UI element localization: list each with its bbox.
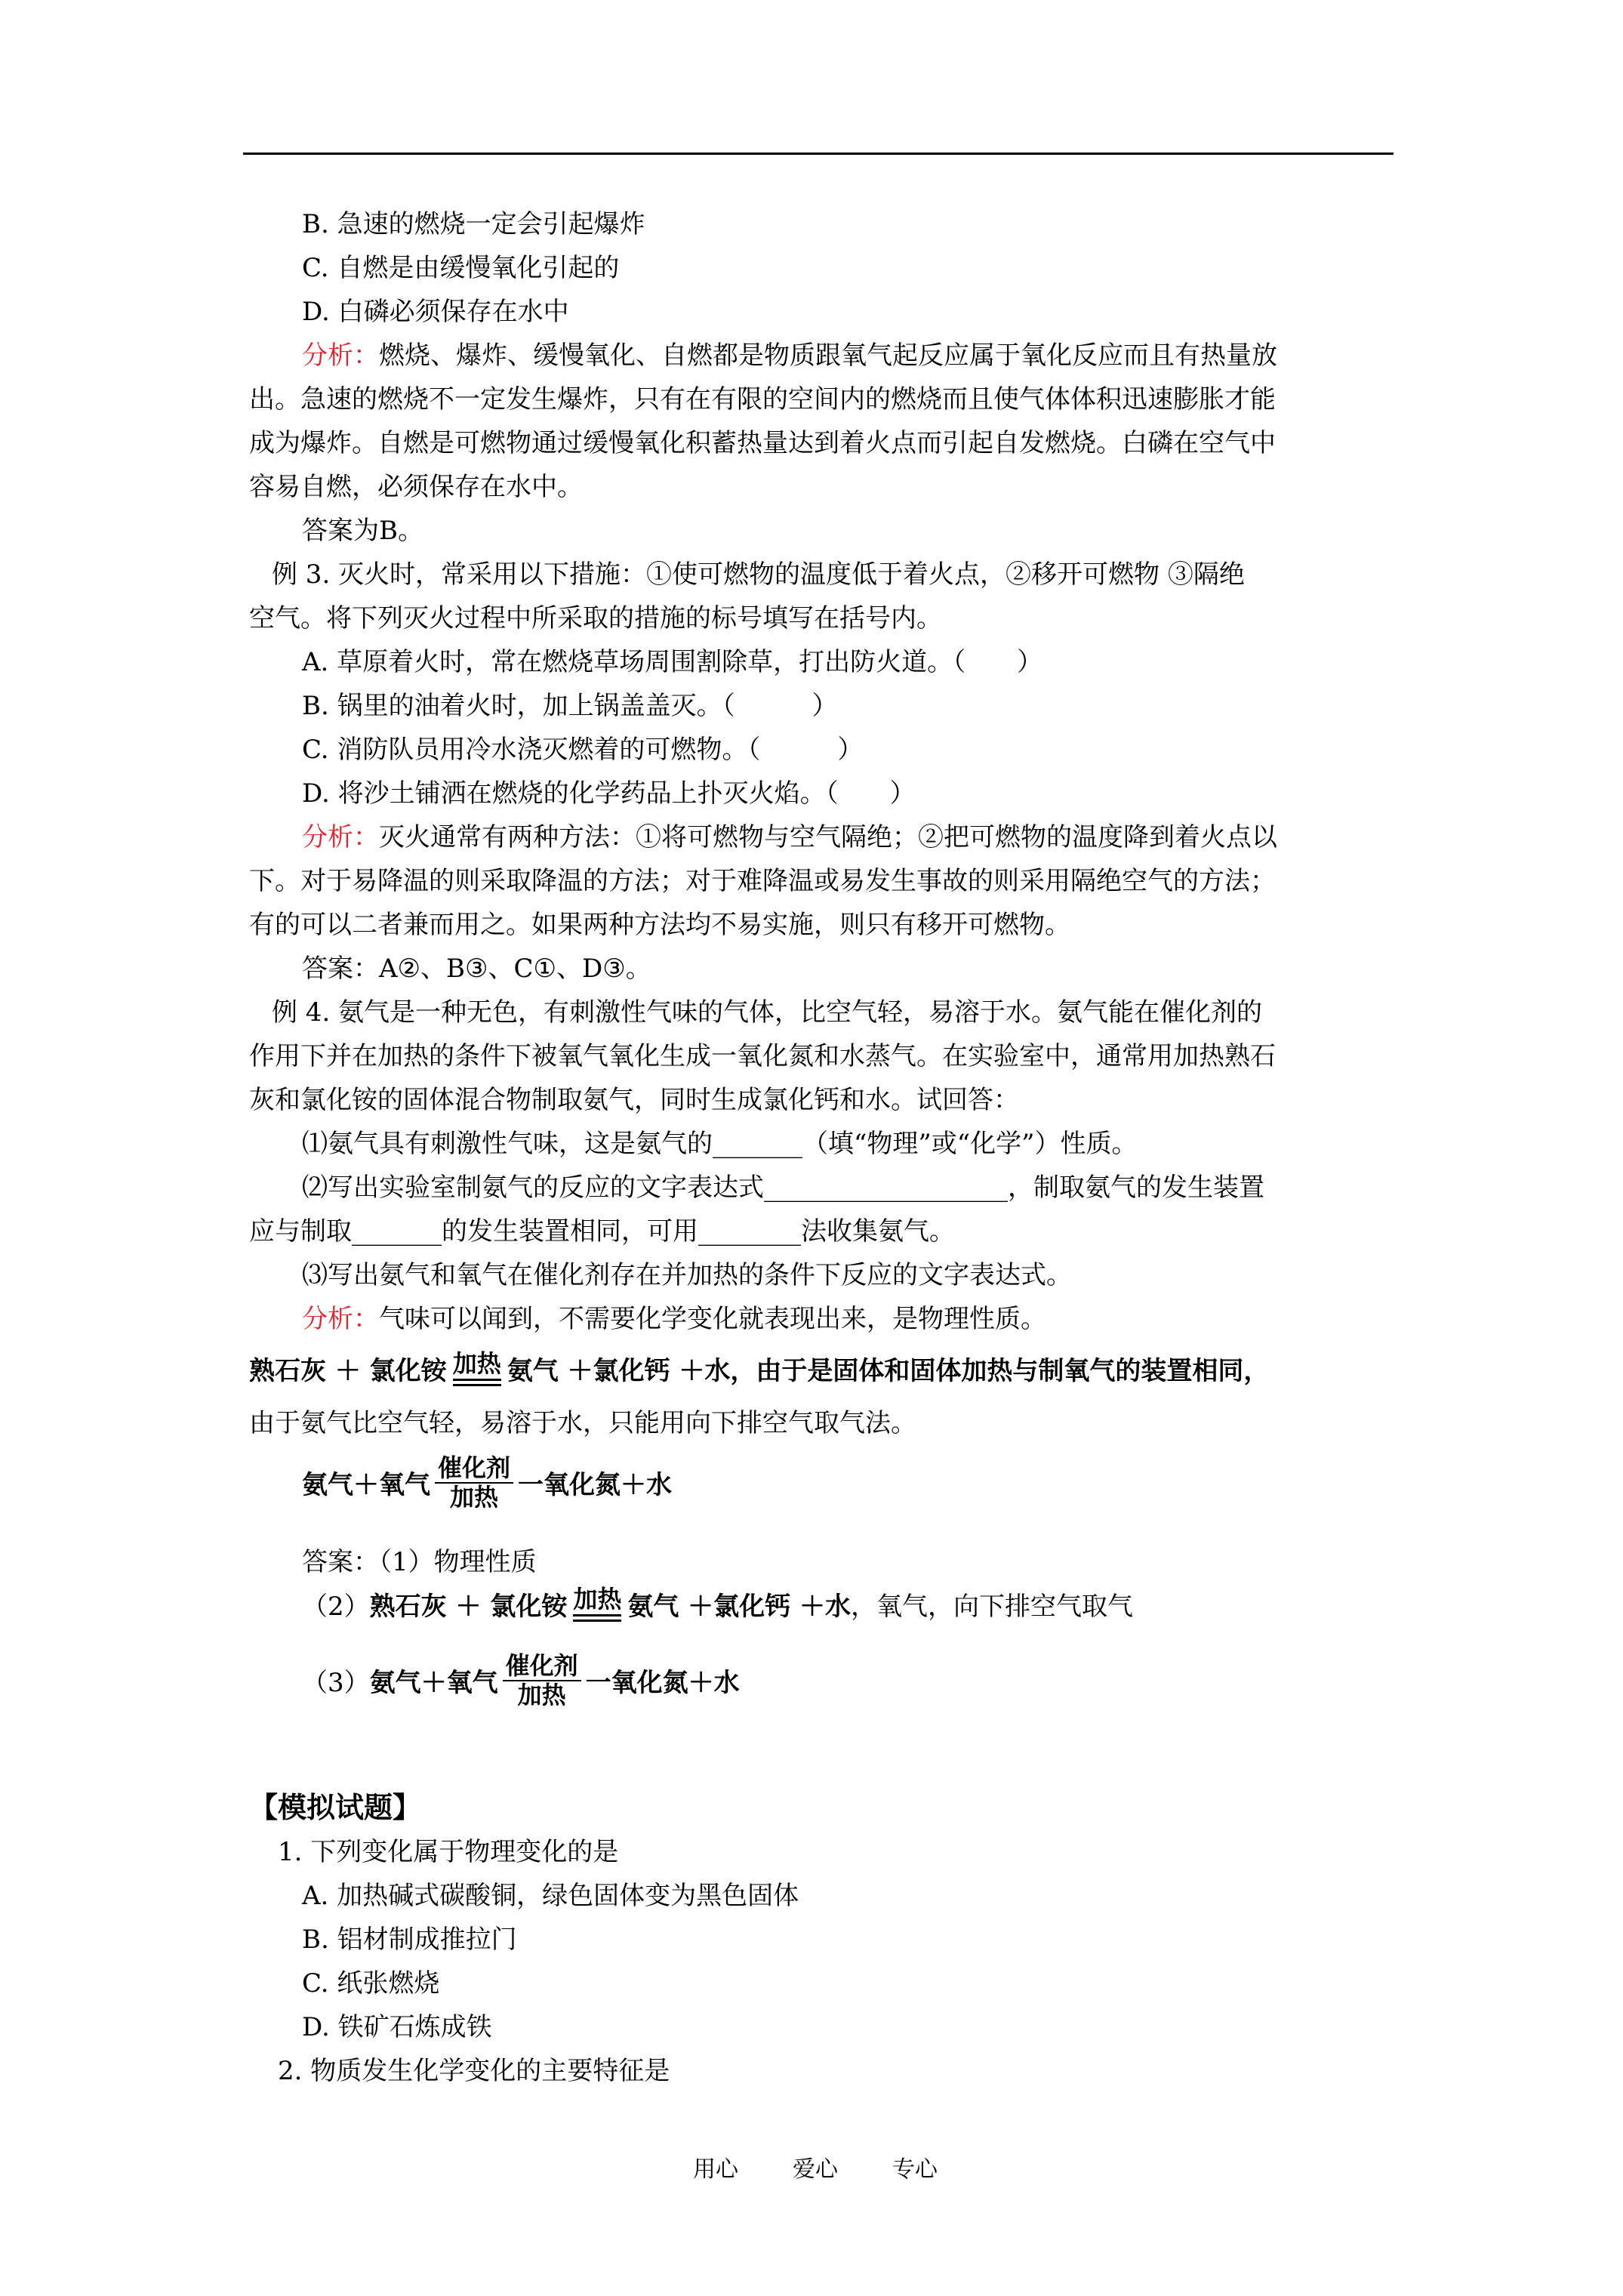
reaction-arrow	[452, 1348, 501, 1386]
answer-3: 答案：A②、B③、C①、D③。	[302, 954, 651, 984]
answer-4-line-2	[302, 1586, 1133, 1623]
example-4-line-2: 作用下并在加热的条件下被氧气氧化生成一氧化氮和水蒸气。在实验室中，通常用加热熟石	[249, 1041, 1276, 1071]
header-rule	[243, 153, 1394, 155]
analysis-label: 分析：	[302, 822, 379, 852]
analysis-1-line-3: 成为爆炸。自燃是可燃物通过缓慢氧化积蓄热量达到着火点而引起自发燃烧。白磷在空气中	[249, 428, 1276, 458]
option-c: C. 自燃是由缓慢氧化引起的	[302, 253, 620, 283]
analysis-4-line-1	[302, 1306, 1046, 1332]
answer-1: 答案为B。	[302, 516, 423, 546]
answer-number: （2）	[302, 1592, 370, 1622]
equation-products: 氨气 ＋氯化钙 ＋水，由于是固体和固体加热与制氧气的装置相同，	[507, 1356, 1270, 1386]
option-d: D. 白磷必须保存在水中	[302, 297, 569, 327]
example-3-line-2: 空气。将下列灭火过程中所采取的措施的标号填写在括号内。	[249, 603, 942, 633]
heat-label: 加热	[450, 1482, 499, 1512]
footer-text-1: 用心	[693, 2156, 738, 2183]
analysis-1-line-2: 出。急速的燃烧不一定发生爆炸，只有在有限的空间内的燃烧而且使气体体积迅速膨胀才能	[249, 384, 1276, 415]
reaction-arrow	[573, 1586, 621, 1622]
question-1-option-d: D. 铁矿石炼成铁	[302, 2012, 492, 2042]
equation-reactants: 氨气＋氧气	[302, 1470, 430, 1501]
example-4-question-3: ⑶写出氨气和氧气在催化剂存在并加热的条件下反应的文字表达式。	[302, 1260, 1072, 1290]
equation-products: 一氧化氮＋水	[518, 1470, 673, 1501]
example-4-line-1: 例 4. 氨气是一种无色，有刺激性气味的气体，比空气轻，易溶于水。氨气能在催化剂的	[272, 997, 1263, 1028]
analysis-3-line-2: 下。对于易降温的则采取降温的方法；对于难降温或易发生事故的则采用隔绝空气的方法；	[249, 866, 1276, 896]
reaction-condition: 加热	[573, 1584, 622, 1613]
heat-label: 加热	[517, 1680, 566, 1709]
equation-reactants: 氨气＋氧气	[369, 1668, 498, 1699]
equation-2	[302, 1454, 672, 1512]
example-3-line-1: 例 3. 灭火时，常采用以下措施：①使可燃物的温度低于着火点，②移开可燃物 ③隔绝	[272, 559, 1245, 590]
example-4-question-2b: 应与制取_______的发生装置相同，可用________法收集氨气。	[249, 1216, 955, 1247]
example-4-line-3: 灰和氯化铵的固体混合物制取氨气，同时生成氯化钙和水。试回答：	[249, 1085, 1019, 1115]
option-b: B. 急速的燃烧一定会引起爆炸	[302, 209, 645, 239]
reaction-condition-fraction	[503, 1652, 581, 1709]
analysis-1-line-4: 容易自燃，必须保存在水中。	[249, 472, 583, 502]
answer-4-line-3	[302, 1652, 740, 1709]
analysis-label: 分析：	[302, 341, 379, 371]
analysis-3-line-3: 有的可以二者兼而用之。如果两种方法均不易实施，则只有移开可燃物。	[249, 910, 1070, 940]
equation-products: 一氧化氮＋水	[585, 1668, 740, 1699]
analysis-text: 燃烧、爆炸、缓慢氧化、自燃都是物质跟氧气起反应属于氧化反应而且有热量放	[379, 341, 1277, 371]
analysis-text: 气味可以闻到，不需要化学变化就表现出来，是物理性质。	[379, 1304, 1046, 1334]
question-1: 1. 下列变化属于物理变化的是	[278, 1837, 619, 1867]
example-3-option-b: B. 锅里的油着火时，加上锅盖盖灭。（ ）	[302, 691, 838, 721]
analysis-1-line-1	[302, 341, 1277, 371]
question-1-option-c: C. 纸张燃烧	[302, 1968, 440, 1999]
example-4-question-1: ⑴氨气具有刺激性气味，这是氨气的_______（填“物理”或“化学”）性质。	[302, 1129, 1138, 1159]
analysis-3-line-1	[302, 824, 1277, 850]
footer-text-2: 爱心	[793, 2156, 838, 2183]
example-3-option-a: A. 草原着火时，常在燃烧草场周围割除草，打出防火道。（ ）	[302, 647, 1043, 677]
double-bar	[573, 1614, 621, 1622]
question-1-option-b: B. 铝材制成推拉门	[302, 1925, 517, 1955]
equation-products: 氨气 ＋氯化钙 ＋水	[627, 1592, 852, 1622]
equation-1-continuation: 由于氨气比空气轻，易溶于水，只能用向下排空气取气法。	[249, 1408, 916, 1438]
answer-4-line-1: 答案：（1）物理性质	[302, 1547, 537, 1577]
equation-reactants: 熟石灰 ＋ 氯化铵	[369, 1592, 568, 1622]
footer-text-3: 专心	[892, 2156, 938, 2183]
question-2: 2. 物质发生化学变化的主要特征是	[278, 2056, 670, 2086]
analysis-text: 灭火通常有两种方法：①将可燃物与空气隔绝；②把可燃物的温度降到着火点以	[379, 822, 1277, 852]
catalyst-label: 催化剂	[505, 1651, 578, 1680]
example-4-question-2a: ⑵写出实验室制氨气的反应的文字表达式___________________，制取氨气的发生装置	[302, 1173, 1264, 1203]
equation-reactants: 熟石灰 ＋ 氯化铵	[249, 1356, 447, 1386]
catalyst-label: 催化剂	[438, 1453, 511, 1482]
answer-number: （3）	[302, 1668, 370, 1699]
reaction-condition-fraction	[435, 1454, 513, 1512]
double-bar	[453, 1379, 501, 1386]
section-heading: 【模拟试题】	[249, 1790, 422, 1824]
analysis-label: 分析：	[302, 1304, 379, 1334]
equation-1	[249, 1350, 1269, 1387]
example-3-option-c: C. 消防队员用冷水浇灭燃着的可燃物。（ ）	[302, 735, 864, 765]
question-1-option-a: A. 加热碱式碳酸铜，绿色固体变为黑色固体	[302, 1881, 799, 1911]
answer-tail: ，氧气，向下排空气取气	[851, 1592, 1134, 1622]
reaction-condition: 加热	[452, 1348, 501, 1378]
example-3-option-d: D. 将沙土铺洒在燃烧的化学药品上扑灭火焰。（ ）	[302, 778, 916, 809]
